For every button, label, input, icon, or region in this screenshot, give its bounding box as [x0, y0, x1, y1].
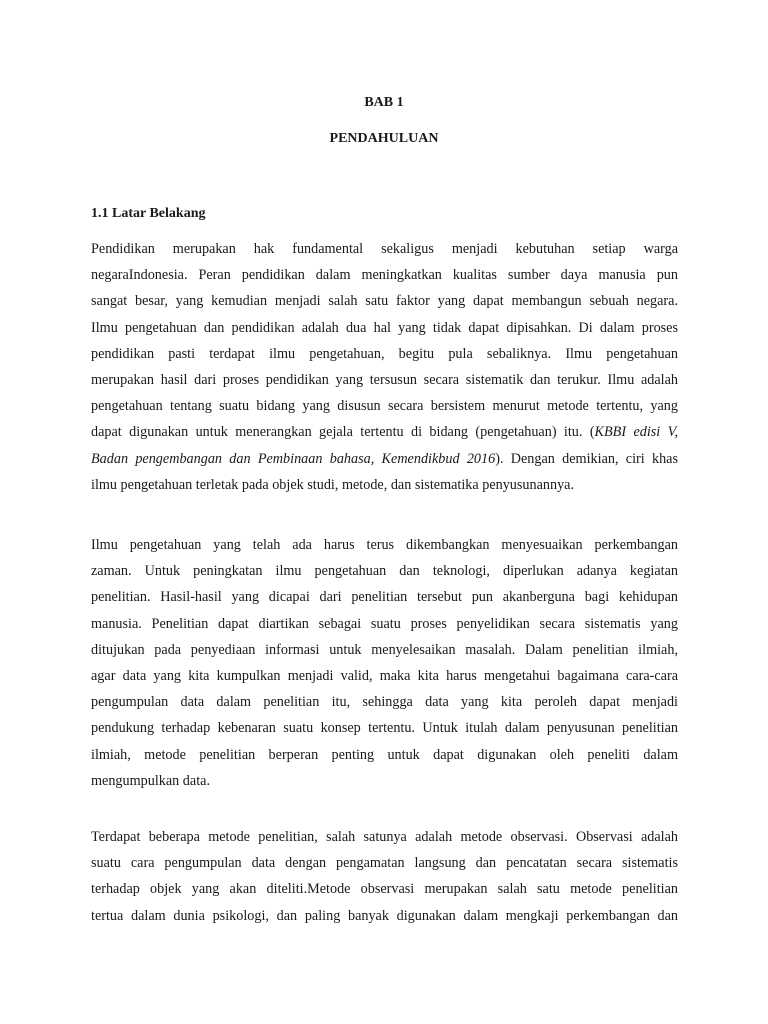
text-line: sangat besar, yang kemudian menjadi salah satu faktor yang dapat membangun sebuah negara. — [91, 293, 678, 310]
text-fragment: dapat digunakan untuk menerangkan gejala tertentu di bidang (pengetahuan) itu. ( — [91, 424, 595, 441]
text-line: Ilmu pengetahuan yang telah ada harus terus dikembangkan menyesuaikan perkembangan — [91, 537, 678, 553]
text-line-with-citation — [91, 446, 678, 472]
text-line: negaraIndonesia. Peran pendidikan dalam meningkatkan kualitas sumber daya manusia pun — [91, 267, 678, 284]
text-line: pendidikan pasti terdapat ilmu pengetahuan, begitu pula sebaliknya. Ilmu pengetahuan — [91, 345, 678, 362]
chapter-title: PENDAHULUAN — [329, 131, 439, 146]
text-line: Terdapat beberapa metode penelitian, salah satunya adalah metode observasi. Observasi adalah — [91, 829, 678, 845]
text-line: pengetahuan tentang suatu bidang yang disusun secara bersistem menurut metode tertentu, yang — [91, 398, 678, 415]
text-line: terhadap objek yang akan diteliti.Metode observasi merupakan salah satu metode penelitian — [91, 881, 678, 898]
chapter-number: BAB 1 — [364, 95, 404, 110]
text-line: penelitian. Hasil-hasil yang dicapai dari penelitian tersebut pun akanberguna bagi kehidupan — [91, 589, 678, 606]
text-line: Pendidikan merupakan hak fundamental sekaligus menjadi kebutuhan setiap warga — [91, 241, 678, 257]
text-line: manusia. Penelitian dapat diartikan sebagai suatu proses penyelidikan secara sistematis yang — [91, 615, 678, 632]
citation-text: KBBI edisi V, — [594, 424, 678, 441]
paragraph-latar-belakang-2 — [91, 532, 678, 794]
text-line-with-citation — [91, 419, 678, 445]
text-line: merupakan hasil dari proses pendidikan yang tersusun secara sistematik dan terukur. Ilmu adalah — [91, 372, 678, 389]
text-line: Ilmu pengetahuan dan pendidikan adalah dua hal yang tidak dapat dipisahkan. Di dalam proses — [91, 319, 678, 336]
citation-text: Badan pengembangan dan Pembinaan bahasa, Kemendikbud 2016 — [91, 450, 496, 467]
text-line: agar data yang kita kumpulkan menjadi valid, maka kita harus mengetahui bagaimana cara-cara — [91, 668, 678, 685]
text-line: tertua dalam dunia psikologi, dan paling banyak digunakan dalam mengkaji perkembangan dan — [91, 907, 678, 924]
text-line: ditujukan pada penyediaan informasi untuk menyelesaikan masalah. Dalam penelitian ilmiah, — [91, 641, 678, 658]
text-line: ilmu pengetahuan terletak pada objek studi, metode, dan sistematika penyusunannya. — [91, 476, 575, 493]
text-line: zaman. Untuk peningkatan ilmu pengetahuan dan teknologi, diperlukan adanya kegiatan — [91, 563, 678, 580]
text-line: pendukung terhadap kebenaran suatu konsep tertentu. Untuk itulah dalam penyusunan penelitian — [91, 720, 678, 737]
section-heading: 1.1 Latar Belakang — [91, 206, 206, 221]
paragraph-latar-belakang-1 — [91, 236, 678, 498]
text-line: ilmiah, metode penelitian berperan penting untuk dapat digunakan oleh peneliti dalam — [91, 746, 678, 763]
text-line: pengumpulan data dalam penelitian itu, sehingga data yang kita peroleh dapat menjadi — [91, 694, 678, 711]
text-fragment: ). Dengan demikian, ciri khas — [495, 450, 678, 467]
text-line: suatu cara pengumpulan data dengan pengamatan langsung dan pencatatan secara sistematis — [91, 855, 678, 872]
paragraph-latar-belakang-3 — [91, 824, 678, 929]
text-line: mengumpulkan data. — [91, 772, 210, 789]
